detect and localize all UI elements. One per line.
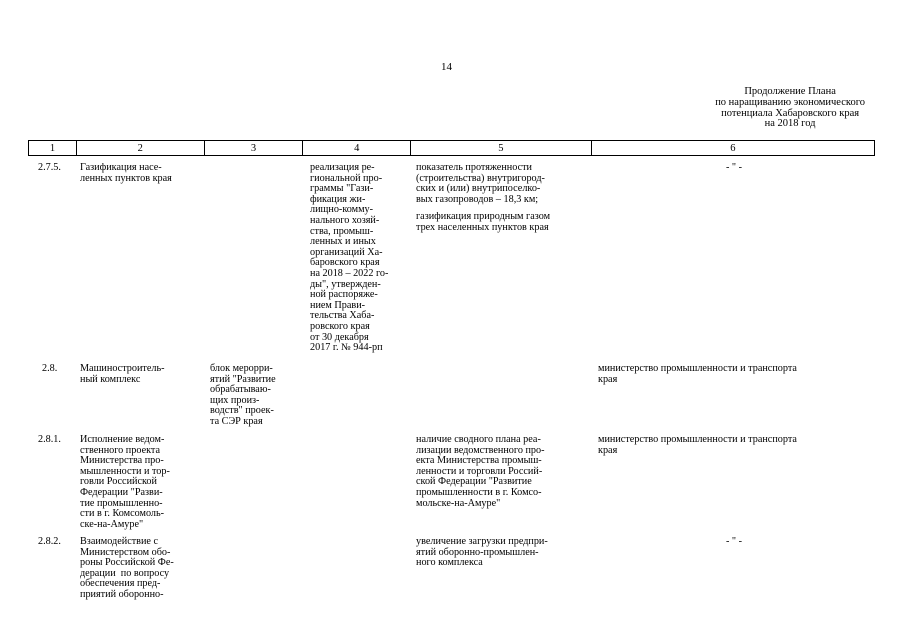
row-responsible: министерство промышленности и транспорта края (598, 434, 797, 456)
row-name: Взаимодействие с Министерством обо- роны Российской Фе- дерации по вопросу обеспечения пред- приятий оборонно- (80, 536, 174, 600)
row-number: 2.8.1. (38, 434, 61, 445)
row-number: 2.7.5. (38, 162, 61, 173)
column-header: 1 (29, 141, 77, 155)
column-header: 5 (411, 141, 592, 155)
row-number: 2.8.2. (38, 536, 61, 547)
row-name: Газификация насе- ленных пунктов края (80, 162, 172, 184)
row-program: реализация ре- гиональной про- граммы "Гази- фикация жи- лищно-комму- нального хозяй- ства, промыш- ленных и иных организаций Ха- баровского края на 2018 – 2022 го- ды", утвержден- ной распоряже- нием Прави- тельства Хаба- ровского края от 30 декабря 2017 г. № 944-рп (310, 162, 389, 354)
row-basis: блок мероpри- ятий "Развитие обрабатываю- щих произ- водств" проек- та СЭР края (210, 363, 276, 427)
row-responsible: министерство промышленности и транспорта края (598, 363, 797, 385)
column-number-header (28, 140, 875, 156)
row-indicator-2: газификация природным газом трех населенных пунктов края (416, 211, 551, 233)
row-indicator: показатель протяженности (строительства) внутригород- ских и (или) внутрипоселко- вых газопроводов – 18,3 км; (416, 162, 545, 205)
row-responsible: - " - (725, 536, 743, 547)
plan-heading: Продолжение Плана по наращиванию экономического потенциала Хабаровского края на 2018 год (715, 86, 865, 130)
row-name: Исполнение ведом- ственного проекта Министерства про- мышленности и тор- говли Российской Федерации "Разви- тие промышленно- сти в г. Комсомоль- ске-на-Амуре" (80, 434, 170, 530)
row-number: 2.8. (42, 363, 58, 374)
row-name: Машиностроитель- ный комплекс (80, 363, 165, 385)
row-indicator: наличие сводного плана реа- лизации ведомственного про- екта Министерства промыш- ленности и торговли Россий- ской Федерации "Развитие промышленности в г. Комсо- мольске-на-Амуре" (416, 434, 545, 509)
page-number: 14 (441, 61, 452, 73)
column-header: 6 (730, 143, 736, 154)
column-header: 3 (205, 141, 304, 155)
row-indicator: увеличение загрузки предпри- ятий оборонно-промышлен- ного комплекса (416, 536, 548, 569)
row-responsible: - " - (725, 162, 743, 173)
column-header: 4 (303, 141, 411, 155)
column-header: 2 (77, 141, 205, 155)
